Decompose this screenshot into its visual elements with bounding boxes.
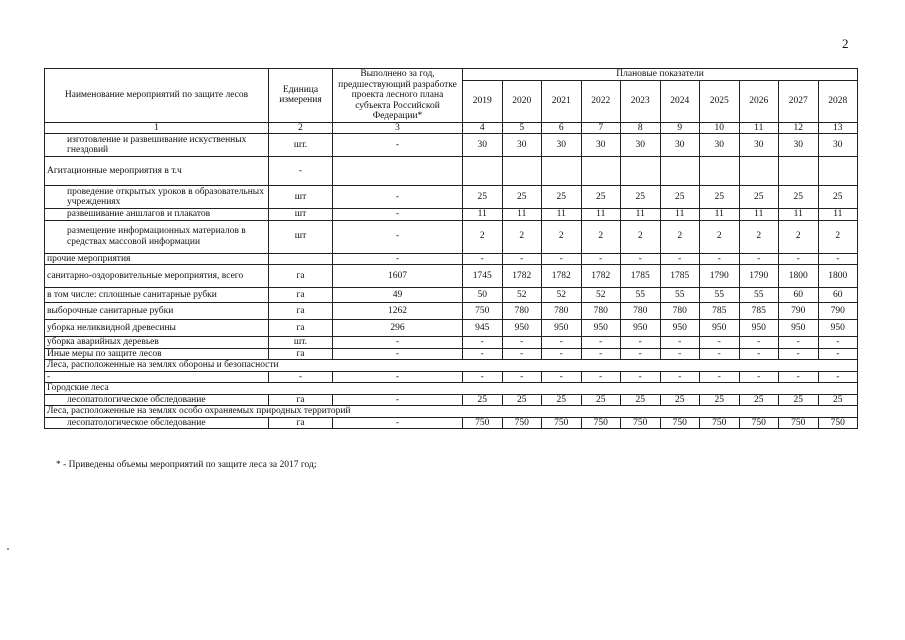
row-done: 49 bbox=[333, 288, 463, 303]
row-plan-value: - bbox=[739, 371, 779, 383]
row-plan-value: 11 bbox=[581, 209, 621, 221]
year-header: 2028 bbox=[818, 81, 858, 123]
row-unit: га bbox=[269, 265, 333, 288]
row-plan-value: - bbox=[779, 253, 819, 265]
table-row bbox=[45, 417, 858, 429]
row-plan-value: 30 bbox=[581, 134, 621, 157]
table-row bbox=[45, 371, 858, 383]
row-plan-value: 780 bbox=[581, 303, 621, 320]
row-name: - bbox=[45, 371, 269, 383]
row-plan-value: 950 bbox=[818, 320, 858, 337]
row-plan-value: 55 bbox=[660, 288, 700, 303]
row-unit: га bbox=[269, 348, 333, 360]
row-unit: га bbox=[269, 320, 333, 337]
row-plan-value: - bbox=[581, 371, 621, 383]
row-plan-value: 25 bbox=[739, 394, 779, 406]
row-plan-value: 30 bbox=[779, 134, 819, 157]
section-row bbox=[45, 360, 858, 372]
section-title: Леса, расположенные на землях обороны и безопасности bbox=[45, 360, 858, 372]
row-plan-value: 750 bbox=[739, 417, 779, 429]
row-plan-value: 780 bbox=[660, 303, 700, 320]
row-name: прочие мероприятия bbox=[45, 253, 269, 265]
row-name: в том числе: сплошные санитарные рубки bbox=[45, 288, 269, 303]
row-plan-value: 1800 bbox=[818, 265, 858, 288]
row-plan-value: 11 bbox=[779, 209, 819, 221]
row-plan-value: - bbox=[542, 371, 582, 383]
row-plan-value bbox=[660, 157, 700, 186]
row-plan-value: 750 bbox=[581, 417, 621, 429]
section-title: Леса, расположенные на землях особо охраняемых природных территорий bbox=[45, 406, 858, 418]
row-name: развешивание аншлагов и плакатов bbox=[45, 209, 269, 221]
row-plan-value: - bbox=[621, 348, 661, 360]
row-plan-value: - bbox=[660, 371, 700, 383]
year-header: 2020 bbox=[502, 81, 542, 123]
row-name: Иные меры по защите лесов bbox=[45, 348, 269, 360]
row-plan-value: 11 bbox=[660, 209, 700, 221]
column-number-row bbox=[45, 122, 858, 134]
row-plan-value: 950 bbox=[502, 320, 542, 337]
row-plan-value: 1800 bbox=[779, 265, 819, 288]
row-plan-value: 11 bbox=[739, 209, 779, 221]
row-plan-value: 55 bbox=[739, 288, 779, 303]
row-plan-value: - bbox=[463, 337, 503, 349]
row-name: размещение информационных материалов в средствах массовой информации bbox=[45, 220, 269, 253]
row-plan-value: 780 bbox=[542, 303, 582, 320]
row-unit: га bbox=[269, 394, 333, 406]
row-plan-value: 25 bbox=[542, 186, 582, 209]
row-plan-value: - bbox=[502, 253, 542, 265]
row-done: 1262 bbox=[333, 303, 463, 320]
row-plan-value: 785 bbox=[739, 303, 779, 320]
row-plan-value: - bbox=[660, 337, 700, 349]
row-plan-value: 2 bbox=[542, 220, 582, 253]
row-plan-value bbox=[542, 157, 582, 186]
row-plan-value: 11 bbox=[463, 209, 503, 221]
section-row bbox=[45, 383, 858, 395]
header-done: Выполнено за год, предшествующий разработке проекта лесного плана субъекта Российской Федерации* bbox=[333, 69, 463, 123]
row-plan-value: 30 bbox=[739, 134, 779, 157]
row-plan-value: - bbox=[818, 371, 858, 383]
row-name: уборка аварийных деревьев bbox=[45, 337, 269, 349]
row-plan-value: 1782 bbox=[542, 265, 582, 288]
row-plan-value: - bbox=[739, 337, 779, 349]
row-unit: шт bbox=[269, 220, 333, 253]
row-plan-value: 52 bbox=[502, 288, 542, 303]
row-plan-value: 25 bbox=[818, 394, 858, 406]
row-unit: га bbox=[269, 303, 333, 320]
header-plan: Плановые показатели bbox=[463, 69, 858, 81]
row-plan-value: - bbox=[660, 348, 700, 360]
row-plan-value: - bbox=[621, 253, 661, 265]
row-plan-value: 1782 bbox=[502, 265, 542, 288]
column-number: 12 bbox=[779, 122, 819, 134]
page-number: 2 bbox=[842, 36, 849, 51]
row-plan-value: - bbox=[581, 348, 621, 360]
column-number: 10 bbox=[700, 122, 740, 134]
row-plan-value: 780 bbox=[621, 303, 661, 320]
row-plan-value bbox=[700, 157, 740, 186]
row-plan-value: 750 bbox=[463, 303, 503, 320]
row-plan-value: - bbox=[463, 253, 503, 265]
row-plan-value: 950 bbox=[739, 320, 779, 337]
row-plan-value: 25 bbox=[621, 394, 661, 406]
table-row bbox=[45, 303, 858, 320]
row-plan-value: 750 bbox=[502, 417, 542, 429]
row-plan-value: 30 bbox=[621, 134, 661, 157]
row-plan-value: 11 bbox=[818, 209, 858, 221]
row-plan-value bbox=[621, 157, 661, 186]
row-plan-value: 25 bbox=[660, 394, 700, 406]
column-number: 1 bbox=[45, 122, 269, 134]
row-plan-value: 2 bbox=[779, 220, 819, 253]
table-row bbox=[45, 157, 858, 186]
table-row bbox=[45, 186, 858, 209]
section-row bbox=[45, 406, 858, 418]
row-plan-value: - bbox=[739, 348, 779, 360]
row-plan-value: 790 bbox=[818, 303, 858, 320]
row-plan-value: - bbox=[818, 348, 858, 360]
table-row bbox=[45, 209, 858, 221]
footnote: * - Приведены объемы мероприятий по защите леса за 2017 год; bbox=[56, 460, 317, 470]
row-plan-value: 2 bbox=[739, 220, 779, 253]
row-plan-value: 55 bbox=[621, 288, 661, 303]
row-plan-value: - bbox=[581, 253, 621, 265]
row-plan-value: 25 bbox=[502, 186, 542, 209]
row-plan-value: 1785 bbox=[621, 265, 661, 288]
row-done bbox=[333, 157, 463, 186]
row-name: санитарно-оздоровительные мероприятия, всего bbox=[45, 265, 269, 288]
row-plan-value: 790 bbox=[779, 303, 819, 320]
table-row bbox=[45, 348, 858, 360]
row-plan-value: 25 bbox=[700, 394, 740, 406]
row-plan-value bbox=[581, 157, 621, 186]
row-plan-value: 945 bbox=[463, 320, 503, 337]
row-name: проведение открытых уроков в образовательных учреждениях bbox=[45, 186, 269, 209]
row-done: - bbox=[333, 417, 463, 429]
row-done: - bbox=[333, 134, 463, 157]
row-plan-value: - bbox=[700, 348, 740, 360]
row-plan-value: 25 bbox=[700, 186, 740, 209]
row-plan-value: 52 bbox=[581, 288, 621, 303]
row-plan-value bbox=[818, 157, 858, 186]
column-number: 6 bbox=[542, 122, 582, 134]
row-plan-value: - bbox=[660, 253, 700, 265]
row-plan-value: 25 bbox=[463, 394, 503, 406]
table-row bbox=[45, 134, 858, 157]
year-header: 2026 bbox=[739, 81, 779, 123]
row-plan-value: 11 bbox=[621, 209, 661, 221]
row-unit: - bbox=[269, 157, 333, 186]
table-row bbox=[45, 337, 858, 349]
row-plan-value: 1790 bbox=[739, 265, 779, 288]
row-plan-value bbox=[739, 157, 779, 186]
row-plan-value: - bbox=[700, 253, 740, 265]
row-done: - bbox=[333, 220, 463, 253]
row-plan-value: 50 bbox=[463, 288, 503, 303]
row-plan-value: - bbox=[779, 371, 819, 383]
row-done: - bbox=[333, 253, 463, 265]
year-header: 2022 bbox=[581, 81, 621, 123]
row-plan-value: - bbox=[818, 337, 858, 349]
row-plan-value: 11 bbox=[542, 209, 582, 221]
column-number: 11 bbox=[739, 122, 779, 134]
row-plan-value: 950 bbox=[660, 320, 700, 337]
row-plan-value: - bbox=[502, 371, 542, 383]
row-plan-value: 1782 bbox=[581, 265, 621, 288]
scan-speck bbox=[7, 548, 9, 550]
row-done: - bbox=[333, 371, 463, 383]
row-unit: - bbox=[269, 371, 333, 383]
row-plan-value: - bbox=[542, 337, 582, 349]
row-plan-value: 25 bbox=[463, 186, 503, 209]
year-header: 2024 bbox=[660, 81, 700, 123]
row-plan-value: - bbox=[739, 253, 779, 265]
row-plan-value: 2 bbox=[700, 220, 740, 253]
table-row bbox=[45, 394, 858, 406]
row-plan-value: 750 bbox=[779, 417, 819, 429]
row-plan-value: 25 bbox=[581, 186, 621, 209]
row-plan-value: 25 bbox=[779, 394, 819, 406]
row-plan-value: 750 bbox=[621, 417, 661, 429]
row-plan-value: 25 bbox=[542, 394, 582, 406]
row-plan-value: 950 bbox=[700, 320, 740, 337]
column-number: 9 bbox=[660, 122, 700, 134]
row-name: уборка неликвидной древесины bbox=[45, 320, 269, 337]
table-row bbox=[45, 288, 858, 303]
row-unit: шт bbox=[269, 186, 333, 209]
row-plan-value: 60 bbox=[818, 288, 858, 303]
row-done: - bbox=[333, 209, 463, 221]
forest-protection-table bbox=[44, 68, 858, 429]
row-plan-value: 25 bbox=[660, 186, 700, 209]
row-plan-value: - bbox=[621, 337, 661, 349]
row-plan-value: 30 bbox=[818, 134, 858, 157]
row-plan-value: - bbox=[542, 348, 582, 360]
row-unit: шт bbox=[269, 209, 333, 221]
row-plan-value: 30 bbox=[463, 134, 503, 157]
row-plan-value: - bbox=[700, 337, 740, 349]
row-done: 1607 bbox=[333, 265, 463, 288]
row-plan-value: - bbox=[818, 253, 858, 265]
row-plan-value: 30 bbox=[542, 134, 582, 157]
row-plan-value: 60 bbox=[779, 288, 819, 303]
column-number: 13 bbox=[818, 122, 858, 134]
row-plan-value: 950 bbox=[779, 320, 819, 337]
row-plan-value: 52 bbox=[542, 288, 582, 303]
row-name: Агитационные мероприятия в т.ч bbox=[45, 157, 269, 186]
row-plan-value: 1785 bbox=[660, 265, 700, 288]
row-plan-value: - bbox=[700, 371, 740, 383]
column-number: 3 bbox=[333, 122, 463, 134]
row-plan-value: - bbox=[542, 253, 582, 265]
row-plan-value: 25 bbox=[621, 186, 661, 209]
row-done: - bbox=[333, 337, 463, 349]
row-plan-value bbox=[463, 157, 503, 186]
row-plan-value: 25 bbox=[581, 394, 621, 406]
row-unit: шт. bbox=[269, 337, 333, 349]
year-header: 2021 bbox=[542, 81, 582, 123]
row-done: - bbox=[333, 394, 463, 406]
header-name: Наименование мероприятий по защите лесов bbox=[45, 69, 269, 123]
row-plan-value: - bbox=[502, 337, 542, 349]
row-plan-value: 55 bbox=[700, 288, 740, 303]
year-header: 2019 bbox=[463, 81, 503, 123]
row-plan-value: - bbox=[779, 348, 819, 360]
row-name: выборочные санитарные рубки bbox=[45, 303, 269, 320]
row-plan-value: 950 bbox=[621, 320, 661, 337]
header-row-top bbox=[45, 69, 858, 81]
row-plan-value: 2 bbox=[581, 220, 621, 253]
row-plan-value: 950 bbox=[542, 320, 582, 337]
row-plan-value: 750 bbox=[700, 417, 740, 429]
row-name: лесопатологическое обследование bbox=[45, 394, 269, 406]
row-unit: шт. bbox=[269, 134, 333, 157]
row-plan-value: - bbox=[463, 348, 503, 360]
row-plan-value: 2 bbox=[818, 220, 858, 253]
row-plan-value: 11 bbox=[700, 209, 740, 221]
row-plan-value: - bbox=[581, 337, 621, 349]
column-number: 2 bbox=[269, 122, 333, 134]
row-name: изготовление и развешивание искуственных гнездовий bbox=[45, 134, 269, 157]
section-title: Городские леса bbox=[45, 383, 858, 395]
table-row bbox=[45, 320, 858, 337]
year-header: 2025 bbox=[700, 81, 740, 123]
row-plan-value: 25 bbox=[818, 186, 858, 209]
column-number: 8 bbox=[621, 122, 661, 134]
row-plan-value: 780 bbox=[502, 303, 542, 320]
row-plan-value: - bbox=[502, 348, 542, 360]
row-plan-value: 25 bbox=[779, 186, 819, 209]
row-plan-value: 750 bbox=[818, 417, 858, 429]
table-row bbox=[45, 220, 858, 253]
row-done: - bbox=[333, 186, 463, 209]
row-plan-value: 11 bbox=[502, 209, 542, 221]
column-number: 5 bbox=[502, 122, 542, 134]
row-done: - bbox=[333, 348, 463, 360]
row-plan-value: 30 bbox=[502, 134, 542, 157]
year-header: 2027 bbox=[779, 81, 819, 123]
row-unit: га bbox=[269, 417, 333, 429]
row-plan-value: 750 bbox=[542, 417, 582, 429]
header-unit: Единица измерения bbox=[269, 69, 333, 123]
row-unit bbox=[269, 253, 333, 265]
row-name: лесопатологическое обследование bbox=[45, 417, 269, 429]
table-row bbox=[45, 253, 858, 265]
row-plan-value: 30 bbox=[660, 134, 700, 157]
row-plan-value: 750 bbox=[660, 417, 700, 429]
row-plan-value: - bbox=[463, 371, 503, 383]
row-done: 296 bbox=[333, 320, 463, 337]
year-header: 2023 bbox=[621, 81, 661, 123]
row-plan-value: 25 bbox=[739, 186, 779, 209]
row-plan-value: 30 bbox=[700, 134, 740, 157]
row-plan-value: 2 bbox=[502, 220, 542, 253]
row-plan-value: 2 bbox=[463, 220, 503, 253]
row-plan-value: 950 bbox=[581, 320, 621, 337]
row-plan-value bbox=[502, 157, 542, 186]
row-plan-value: 1790 bbox=[700, 265, 740, 288]
row-plan-value: 25 bbox=[502, 394, 542, 406]
row-plan-value: 750 bbox=[463, 417, 503, 429]
column-number: 7 bbox=[581, 122, 621, 134]
row-unit: га bbox=[269, 288, 333, 303]
row-plan-value: 1745 bbox=[463, 265, 503, 288]
row-plan-value: - bbox=[779, 337, 819, 349]
row-plan-value: - bbox=[621, 371, 661, 383]
row-plan-value: 2 bbox=[660, 220, 700, 253]
row-plan-value: 785 bbox=[700, 303, 740, 320]
table-row bbox=[45, 265, 858, 288]
row-plan-value bbox=[779, 157, 819, 186]
column-number: 4 bbox=[463, 122, 503, 134]
row-plan-value: 2 bbox=[621, 220, 661, 253]
